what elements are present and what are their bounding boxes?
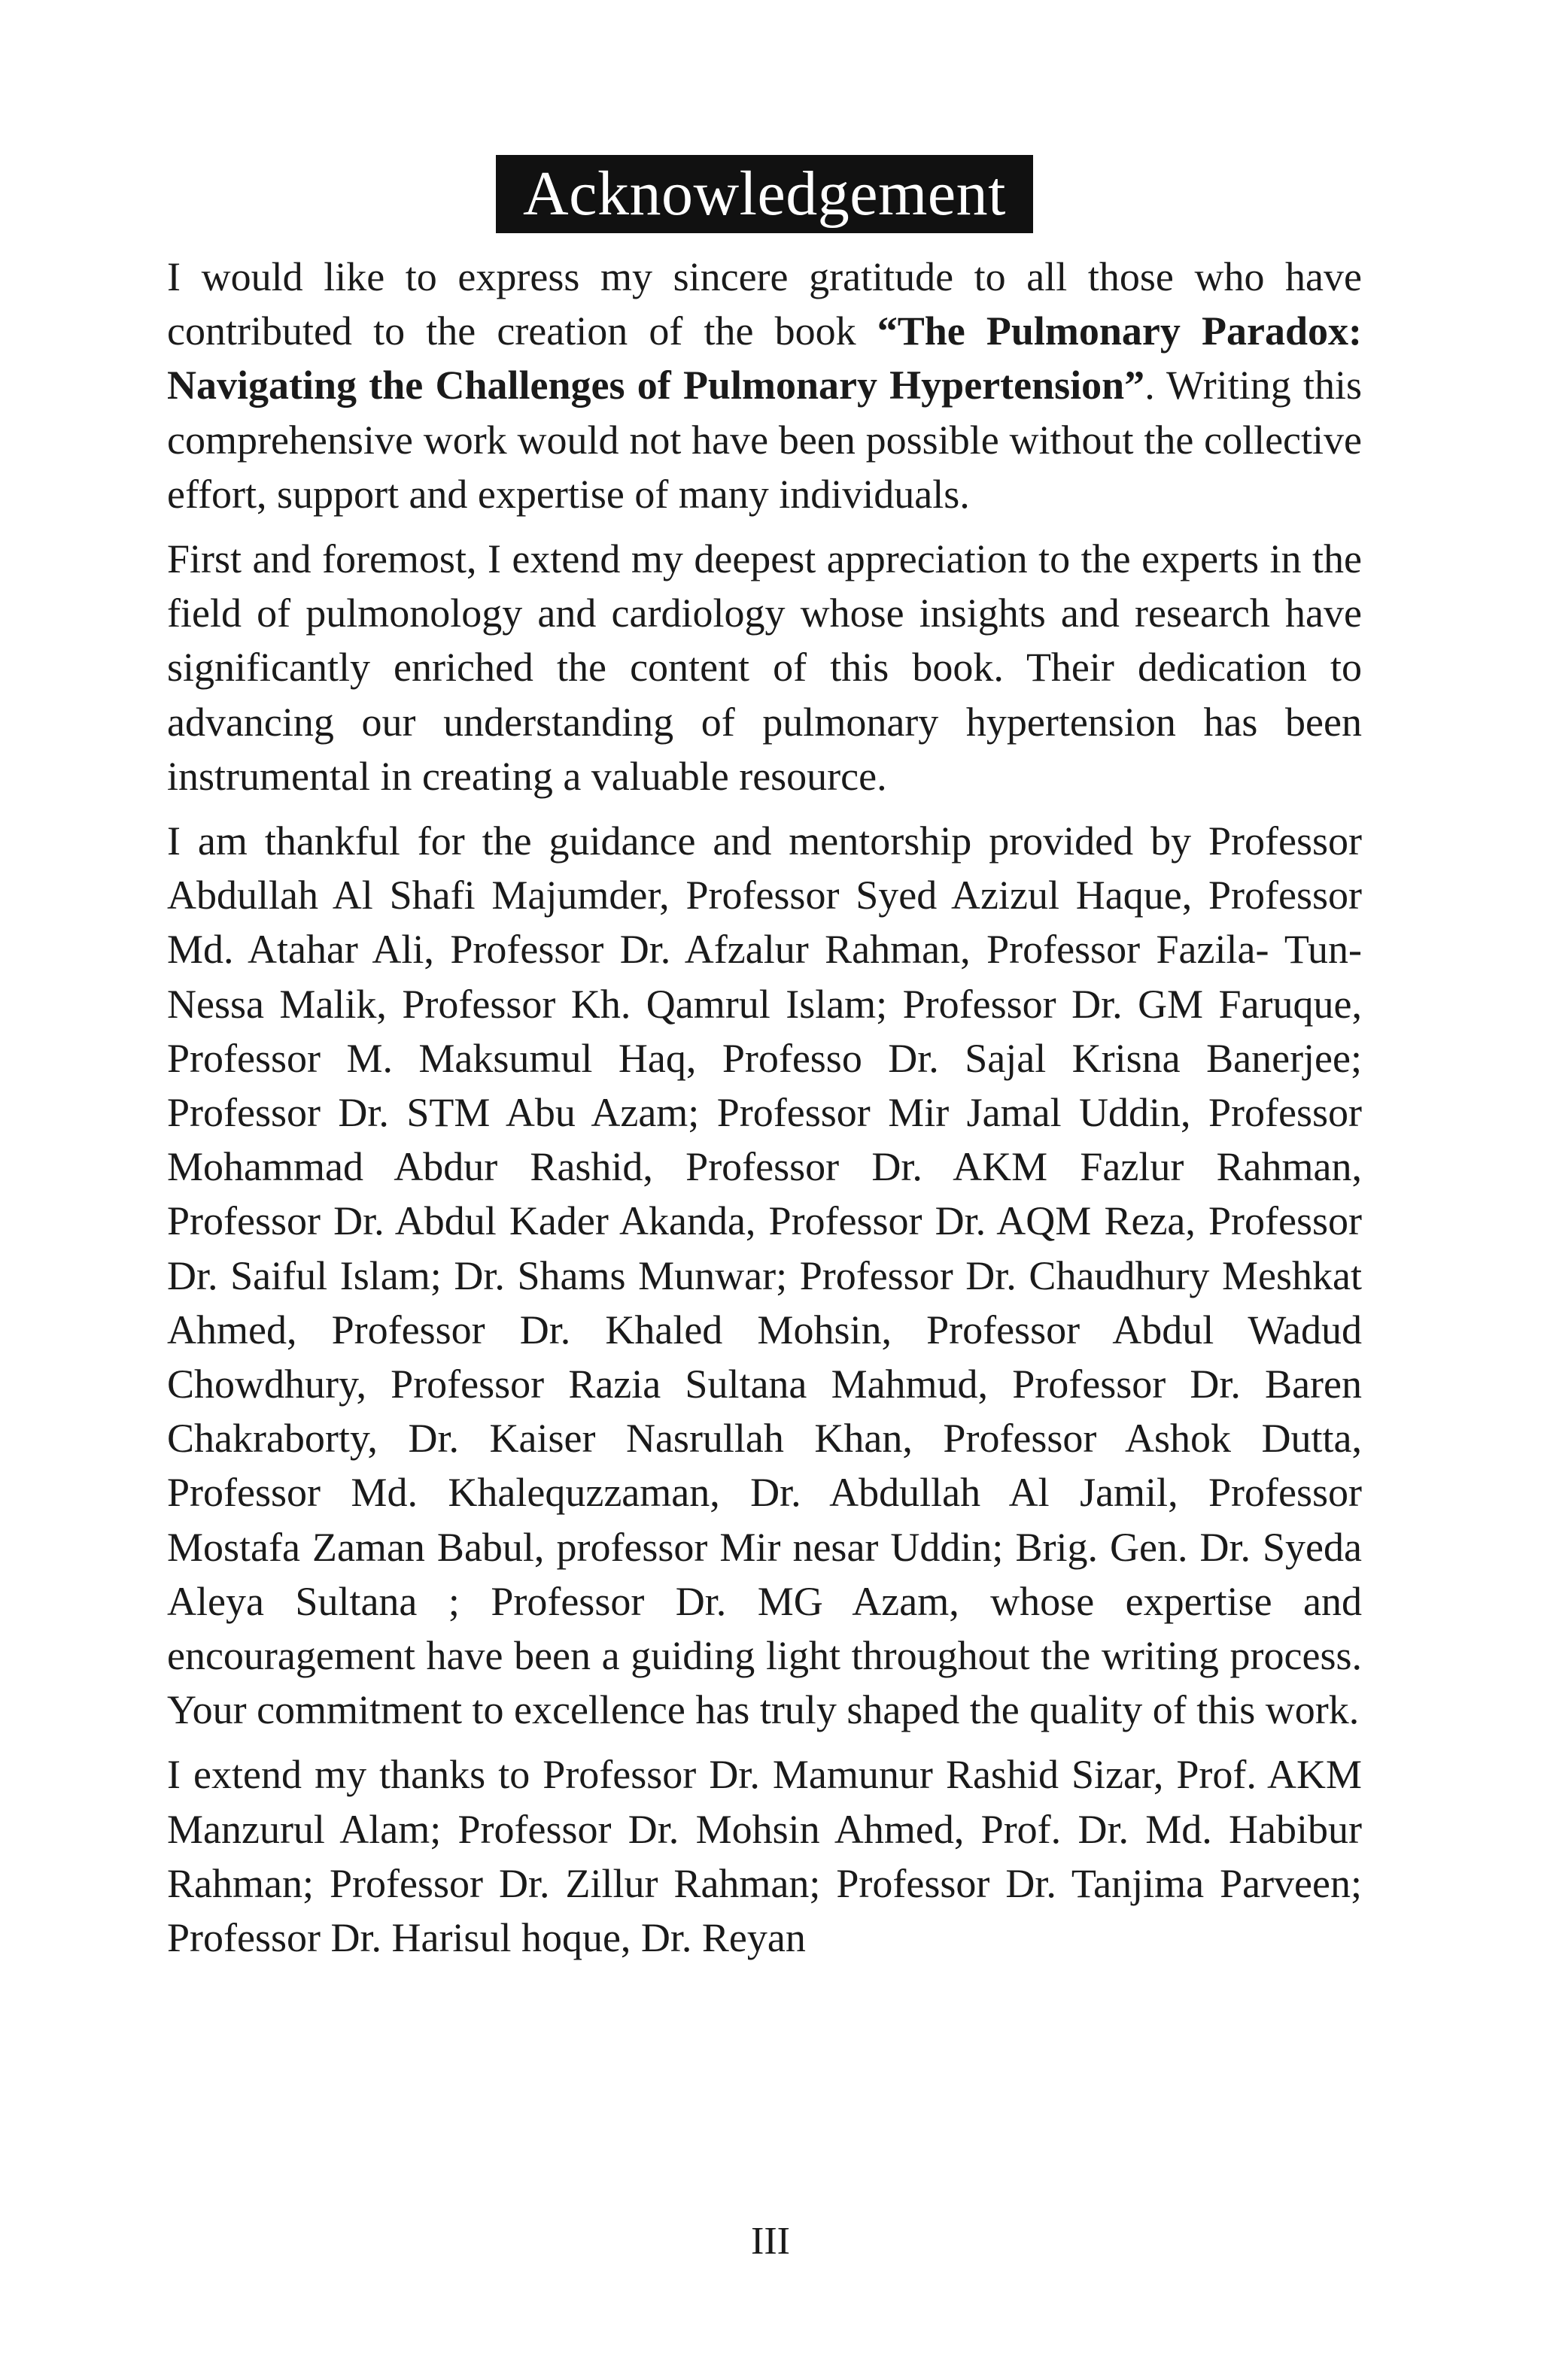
- page-number: III: [751, 2220, 790, 2263]
- paragraph-mentors: I am thankful for the guidance and mentorship provided by Professor Abdullah Al Shafi Majumder, Professor Syed Azizul Haque, Professor Md. Atahar Ali, Professor Dr. Afzalur Rahman, Professor Fazila- Tun- Nessa Malik, Professor Kh. Qamrul Islam; Professor Dr. GM Faruque, Professor M. Maksumul Haq, Professo Dr. Sajal Krisna Banerjee; Professor Dr. STM Abu Azam; Professor Mir Jamal Uddin, Professor Mohammad Abdur Rashid, Professor Dr. AKM Fazlur Rahman, Professor Dr. Abdul Kader Akanda, Professor Dr. AQM Reza, Professor Dr. Saiful Islam; Dr. Shams Munwar; Professor Dr. Chaudhury Meshkat Ahmed, Professor Dr. Khaled Mohsin, Professor Abdul Wadud Chowdhury, Professor Razia Sultana Mahmud, Professor Dr. Baren Chakraborty, Dr. Kaiser Nasrullah Khan, Professor Ashok Dutta, Professor Md. Khalequzzaman, Dr. Abdullah Al Jamil, Professor Mostafa Zaman Babul, professor Mir nesar Uddin; Brig. Gen. Dr. Syeda Aleya Sultana ; Professor Dr. MG Azam, whose expertise and encouragement have been a guiding light throughout the writing process. Your commitment to excellence has truly shaped the quality of this work.: [167, 818, 1362, 1733]
- paragraph-experts: First and foremost, I extend my deepest appreciation to the experts in the field of pulmonology and cardiology whose insights and research have significantly enriched the content of this book. Their dedication to advancing our understanding of pulmonary hypertension has been instrumental in creating a valuable resource.: [167, 536, 1362, 799]
- book-title: “The Pulmonary Paradox: Navigating the Challenges of Pulmonary Hypertension”: [167, 308, 1362, 408]
- intro-text-after: . Writing this comprehensive work would not have been possible without the collective effort, support and expertise of many individuals.: [167, 363, 1362, 517]
- page-title: Acknowledgement: [496, 155, 1033, 233]
- page-content: [167, 155, 1362, 1975]
- title-container: [167, 155, 1362, 233]
- intro-text-before: I would like to express my sincere gratitude to all those who have contributed to the creation of the book: [167, 254, 1362, 354]
- paragraph-thanks: I extend my thanks to Professor Dr. Mamunur Rashid Sizar, Prof. AKM Manzurul Alam; Professor Dr. Mohsin Ahmed, Prof. Dr. Md. Habibur Rahman; Professor Dr. Zillur Rahman; Professor Dr. Tanjima Parveen; Professor Dr. Harisul hoque, Dr. Reyan: [167, 1752, 1362, 1961]
- paragraph-intro: [167, 250, 1362, 521]
